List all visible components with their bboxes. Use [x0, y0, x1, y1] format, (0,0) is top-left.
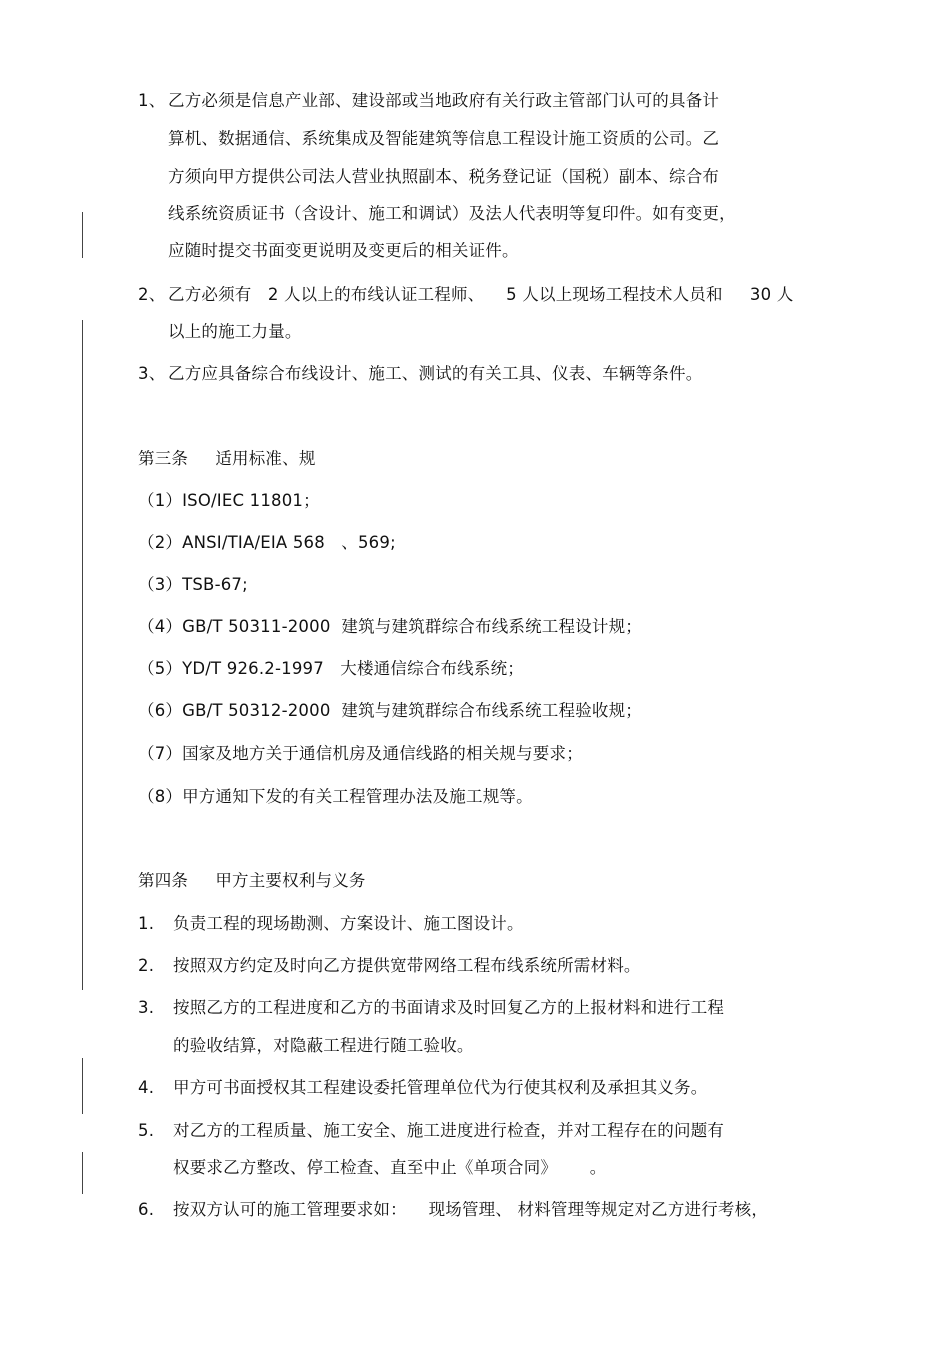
article-heading: 第三条 适用标准、规 [138, 449, 316, 468]
paragraph-line: 甲方可书面授权其工程建设委托管理单位代为行使其权利及承担其义务。 [173, 1078, 708, 1097]
standard-item: （4）GB/T 50311-2000 建筑与建筑群综合布线系统工程设计规； [138, 617, 643, 636]
paragraph-line: 负责工程的现场勘测、方案设计、施工图设计。 [173, 914, 524, 933]
list-number: 5. [138, 1121, 155, 1140]
list-number: 3、 [138, 364, 166, 383]
paragraph-line: 以上的施工力量。 [168, 322, 302, 341]
standard-item: （7）国家及地方关于通信机房及通信线路的相关规与要求； [138, 744, 583, 763]
list-number: 1、 [138, 91, 166, 110]
standard-item: （8）甲方通知下发的有关工程管理办法及施工规等。 [138, 787, 533, 806]
paragraph-line: 算机、数据通信、系统集成及智能建筑等信息工程设计施工资质的公司。乙 [168, 129, 720, 148]
paragraph-line: 的验收结算，对隐蔽工程进行随工验收。 [173, 1036, 474, 1055]
list-number: 2、 [138, 285, 166, 304]
list-number: 3. [138, 998, 155, 1017]
revision-bar [82, 1152, 83, 1194]
paragraph-line: 按双方认可的施工管理要求如： 现场管理、 材料管理等规定对乙方进行考核， [173, 1200, 769, 1219]
paragraph-line: 应随时提交书面变更说明及变更后的相关证件。 [168, 241, 519, 260]
paragraph-line: 方须向甲方提供公司法人营业执照副本、税务登记证（国税）副本、综合布 [168, 167, 720, 186]
revision-bar [82, 212, 83, 258]
list-number: 1. [138, 914, 155, 933]
standard-item: （1）ISO/IEC 11801； [138, 491, 320, 510]
standard-item: （2）ANSI/TIA/EIA 568 、569; [138, 533, 396, 552]
paragraph-line: 按照双方约定及时向乙方提供宽带网络工程布线系统所需材料。 [173, 956, 641, 975]
paragraph-line: 按照乙方的工程进度和乙方的书面请求及时回复乙方的上报材料和进行工程 [173, 998, 725, 1017]
standard-item: （6）GB/T 50312-2000 建筑与建筑群综合布线系统工程验收规； [138, 701, 643, 720]
article-heading: 第四条 甲方主要权利与义务 [138, 871, 366, 890]
paragraph-line: 乙方应具备综合布线设计、施工、测试的有关工具、仪表、车辆等条件。 [168, 364, 703, 383]
paragraph-line: 线系统资质证书（含设计、施工和调试）及法人代表明等复印件。如有变更， [168, 204, 736, 223]
paragraph-line: 乙方必须有 2 人以上的布线认证工程师、 5 人以上现场工程技术人员和 30 人 [168, 285, 794, 304]
standard-item: （3）TSB-67; [138, 575, 248, 594]
revision-bar [82, 320, 83, 990]
revision-bar [82, 1058, 83, 1114]
paragraph-line: 权要求乙方整改、停工检查、直至中止《单项合同》 。 [173, 1158, 607, 1177]
paragraph-line: 对乙方的工程质量、施工安全、施工进度进行检查，并对工程存在的问题有 [173, 1121, 725, 1140]
list-number: 6. [138, 1200, 155, 1219]
list-number: 4. [138, 1078, 155, 1097]
standard-item: （5）YD/T 926.2-1997 大楼通信综合布线系统； [138, 659, 524, 678]
list-number: 2. [138, 956, 155, 975]
paragraph-line: 乙方必须是信息产业部、建设部或当地政府有关行政主管部门认可的具备计 [168, 91, 720, 110]
